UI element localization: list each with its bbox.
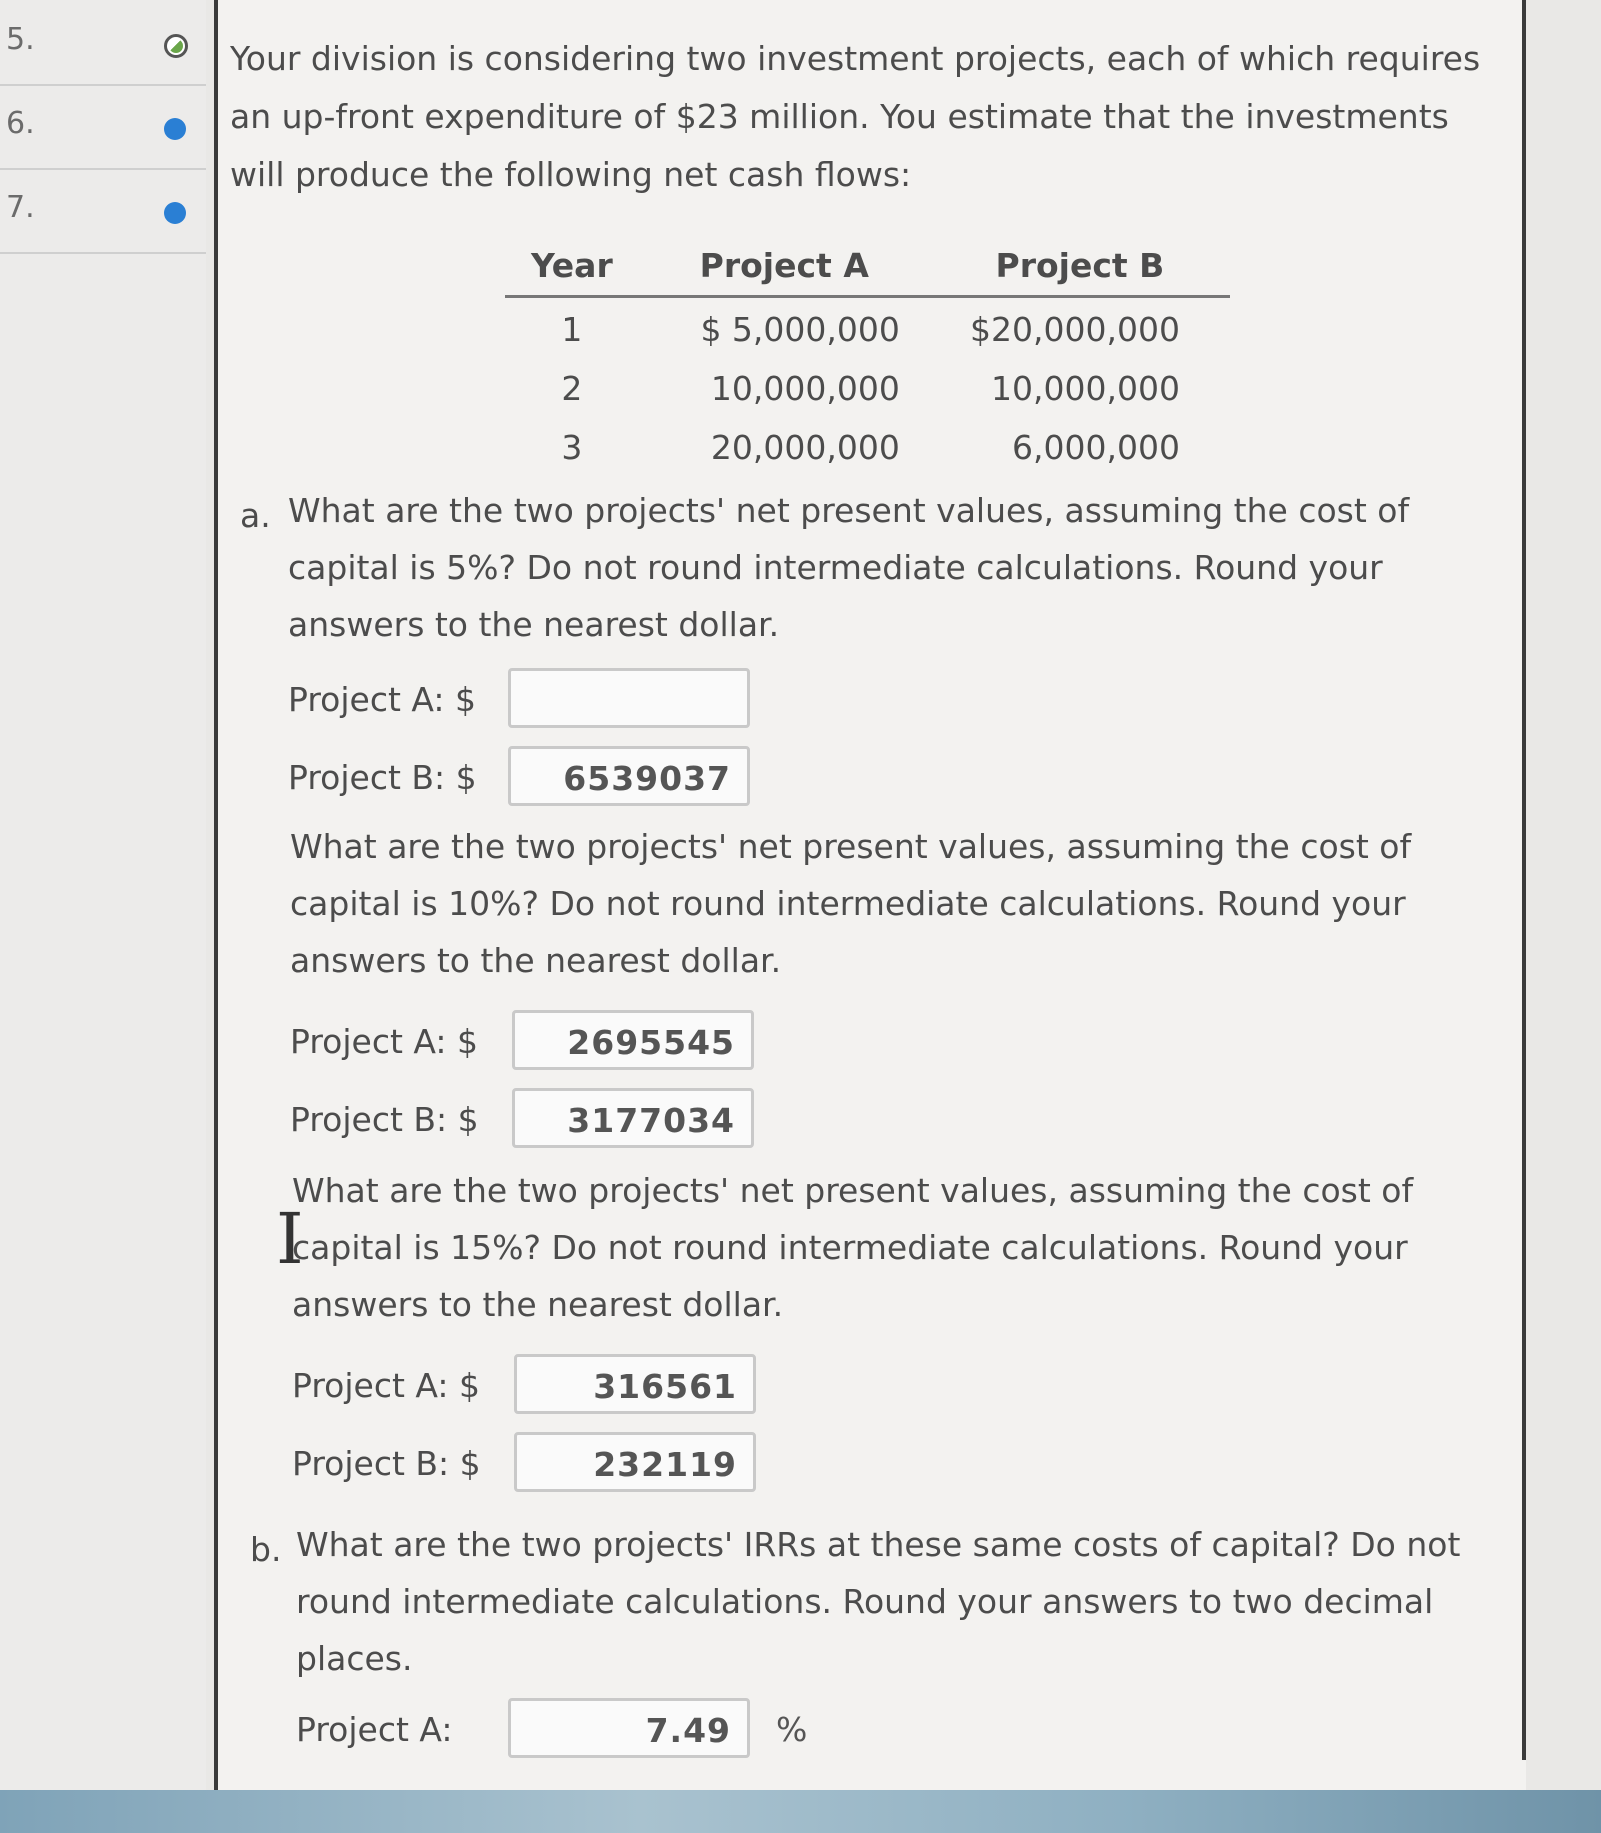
question-number: 5. (6, 22, 35, 57)
irr-project-a-row (296, 1698, 836, 1762)
table-row (505, 297, 1230, 358)
npv-5pct-project-b-input[interactable]: 6539037 (508, 746, 750, 806)
sidebar-item-6[interactable] (0, 84, 206, 170)
unanswered-status-icon (164, 202, 186, 224)
npv-10pct-project-a-row (290, 1010, 760, 1074)
sidebar-item-5[interactable] (0, 0, 206, 86)
unanswered-status-icon (164, 118, 186, 140)
sidebar-item-7[interactable] (0, 168, 206, 254)
field-label: Project A: $ (292, 1366, 480, 1405)
cash-flow-table (505, 238, 1230, 475)
project-a-cell: 10,000,000 (710, 369, 900, 408)
project-b-cell: 6,000,000 (1012, 428, 1180, 467)
npv-15pct-project-b-input[interactable]: 232119 (514, 1432, 756, 1492)
part-b-question: What are the two projects' IRRs at these same costs of capital? Do not round intermediate calculations. Round your answers to two decimal places. (296, 1525, 1461, 1678)
bottom-edge (0, 1790, 1601, 1833)
panel-divider (1522, 0, 1526, 1760)
question-intro: Your division is considering two investment projects, each of which requires an up-front expenditure of $23 million. You estimate that the investments will produce the following net cash flows: (230, 39, 1481, 194)
part-b-label: b. (250, 1530, 282, 1569)
part-a-label: a. (240, 496, 271, 535)
project-a-cell: $ 5,000,000 (700, 310, 900, 349)
text-cursor-icon: I (276, 1198, 304, 1280)
field-label: Project A: $ (288, 680, 476, 719)
irr-project-a-input[interactable]: 7.49 (508, 1698, 750, 1758)
year-cell: 2 (561, 369, 583, 408)
percent-unit: % (776, 1710, 808, 1749)
table-row (505, 416, 1230, 475)
field-label: Project B: $ (288, 758, 477, 797)
field-label: Project A: $ (290, 1022, 478, 1061)
field-label: Project B: $ (292, 1444, 481, 1483)
year-cell: 3 (561, 428, 583, 467)
npv-5pct-project-a-input[interactable] (508, 668, 750, 728)
column-header-project-b: Project B (930, 238, 1230, 297)
npv-5pct-project-a-row (288, 668, 758, 732)
project-b-cell: $20,000,000 (970, 310, 1180, 349)
npv-10pct-project-b-input[interactable]: 3177034 (512, 1088, 754, 1148)
project-a-cell: 20,000,000 (710, 428, 900, 467)
column-header-year: Year (505, 238, 639, 297)
part-a-question-15pct: What are the two projects' net present values, assuming the cost of capital is 15%? Do not round intermediate calculations. Round your answers to the nearest dollar. (292, 1171, 1414, 1324)
part-a-question-10pct: What are the two projects' net present values, assuming the cost of capital is 10%? Do not round intermediate calculations. Round your answers to the nearest dollar. (290, 827, 1412, 980)
field-label: Project A: (296, 1710, 453, 1749)
project-b-cell: 10,000,000 (991, 369, 1180, 408)
npv-15pct-project-a-row (292, 1354, 762, 1418)
table-header-row (505, 238, 1230, 297)
question-number: 6. (6, 106, 35, 141)
npv-15pct-project-b-row (292, 1432, 762, 1496)
npv-10pct-project-b-row (290, 1088, 760, 1152)
year-cell: 1 (561, 310, 583, 349)
npv-5pct-project-b-row (288, 746, 758, 810)
part-a-question-5pct: What are the two projects' net present values, assuming the cost of capital is 5%? Do not round intermediate calculations. Round your answers to the nearest dollar. (288, 491, 1410, 644)
field-label: Project B: $ (290, 1100, 479, 1139)
question-number: 7. (6, 190, 35, 225)
npv-10pct-project-a-input[interactable]: 2695545 (512, 1010, 754, 1070)
answered-status-icon (164, 34, 188, 58)
column-header-project-a: Project A (639, 238, 930, 297)
table-row (505, 357, 1230, 416)
question-sidebar (0, 0, 206, 1833)
npv-15pct-project-a-input[interactable]: 316561 (514, 1354, 756, 1414)
